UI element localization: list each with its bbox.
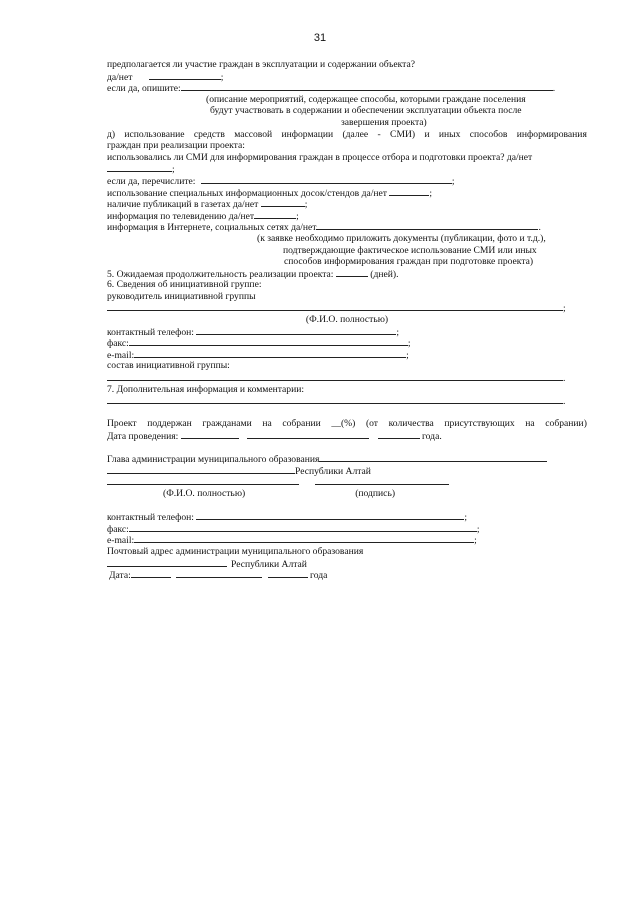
- blank-field[interactable]: [134, 534, 474, 543]
- text-line: 6. Сведения об инициативной группе:: [107, 279, 262, 291]
- text-line: предполагается ли участие граждан в эксплуатации и содержании объекта?: [107, 59, 416, 70]
- blank-field[interactable]: [107, 465, 295, 474]
- page-number: 31: [313, 32, 327, 44]
- form-line: если да, опишите: .: [107, 83, 556, 95]
- blank-field[interactable]: [129, 337, 408, 346]
- blank-field[interactable]: [254, 210, 296, 219]
- text-line: состав инициативной группы:: [107, 360, 230, 372]
- blank-field[interactable]: [181, 82, 553, 91]
- form-line: .: [107, 395, 587, 407]
- blank-field[interactable]: [107, 558, 227, 567]
- blank-field[interactable]: [261, 198, 305, 207]
- text-line: Почтовый адрес администрации муниципального образования: [107, 545, 364, 557]
- form-line: 5. Ожидаемая продолжительность реализации проекта: (дней).: [107, 268, 399, 280]
- form-line: да/нет ;: [107, 71, 224, 83]
- caption: (Ф.И.О. полностью): [305, 314, 389, 326]
- blank-field[interactable]: [129, 523, 477, 532]
- form-line: e-mail: ;: [107, 349, 409, 361]
- form-line: контактный телефон: ;: [107, 326, 400, 338]
- caption: завершения проекта): [341, 116, 427, 128]
- blank-field[interactable]: [107, 372, 563, 381]
- blank-field[interactable]: [389, 187, 429, 196]
- form-line: Республики Алтай: [107, 558, 587, 570]
- form-line: Дата: года: [109, 570, 328, 582]
- blank-field[interactable]: [149, 71, 221, 80]
- blank-field[interactable]: [107, 302, 563, 311]
- caption: (Ф.И.О. полностью): [163, 487, 246, 499]
- caption: будут участвовать в содержании и обеспечении эксплуатации объекта после: [210, 105, 522, 117]
- form-line: ;: [107, 163, 587, 175]
- caption: способов информирования граждан при подготовке проекта): [284, 256, 534, 268]
- signature-captions: [107, 488, 587, 500]
- blank-field[interactable]: [319, 453, 547, 462]
- form-line: .: [107, 372, 587, 384]
- caption: (подпись): [355, 487, 396, 499]
- form-line: [107, 476, 587, 488]
- blank-field[interactable]: [315, 476, 449, 485]
- form-line: факс: ;: [107, 523, 480, 535]
- text-line: граждан при реализации проекта:: [107, 140, 245, 152]
- blank-field[interactable]: [107, 163, 172, 172]
- form-line: Дата проведения: года.: [107, 431, 442, 442]
- form-line: если да, перечислите: ;: [107, 175, 455, 187]
- form-line: факс: ;: [107, 338, 411, 350]
- form-line: использование специальных информационных досок/стендов да/нет ;: [107, 187, 433, 199]
- form-line: информация в Интернете, социальных сетях да/нет .: [107, 222, 541, 234]
- justified-line: д) использование средств массовой информации (далее - СМИ) и иных способов информирования: [107, 128, 587, 140]
- blank-field[interactable]: [378, 430, 420, 439]
- blank-field[interactable]: [336, 268, 368, 277]
- blank-field[interactable]: [181, 430, 239, 439]
- document-body: [107, 59, 587, 581]
- blank-field[interactable]: [316, 221, 538, 230]
- form-line: контактный телефон: ;: [107, 512, 468, 524]
- blank-field[interactable]: [131, 569, 171, 578]
- form-line: e-mail: ;: [107, 535, 477, 547]
- blank-field[interactable]: [247, 430, 369, 439]
- caption: (описание мероприятий, содержащее способы, которыми граждане поселения: [206, 93, 526, 105]
- blank-field[interactable]: [196, 326, 396, 335]
- blank-field[interactable]: [107, 395, 563, 404]
- blank-field[interactable]: [196, 511, 464, 520]
- form-line: наличие публикаций в газетах да/нет ;: [107, 199, 308, 211]
- blank-field[interactable]: [107, 476, 299, 485]
- form-line: ;: [107, 302, 587, 314]
- blank-field[interactable]: [134, 349, 406, 358]
- text-line: руководитель инициативной группы: [107, 290, 256, 302]
- form-line: Республики Алтай: [107, 465, 587, 477]
- form-line: информация по телевидению да/нет ;: [107, 210, 299, 222]
- blank-field[interactable]: [268, 569, 308, 578]
- blank-field[interactable]: [201, 175, 452, 184]
- caption: подтверждающие фактическое использование СМИ или иных: [283, 244, 537, 256]
- text-line: 7. Дополнительная информация и комментарии:: [107, 383, 305, 395]
- blank-field[interactable]: [176, 569, 262, 578]
- text-line: использовались ли СМИ для информирования граждан в процессе отбора и подготовки проекта? да/нет: [107, 151, 533, 163]
- justified-line: Проект поддержан гражданами на собрании __(%) (от количества присутствующих на собрании): [107, 418, 587, 430]
- caption: (к заявке необходимо приложить документы (публикации, фото и т.д.),: [257, 232, 546, 244]
- form-line: Глава администрации муниципального образования: [107, 453, 587, 465]
